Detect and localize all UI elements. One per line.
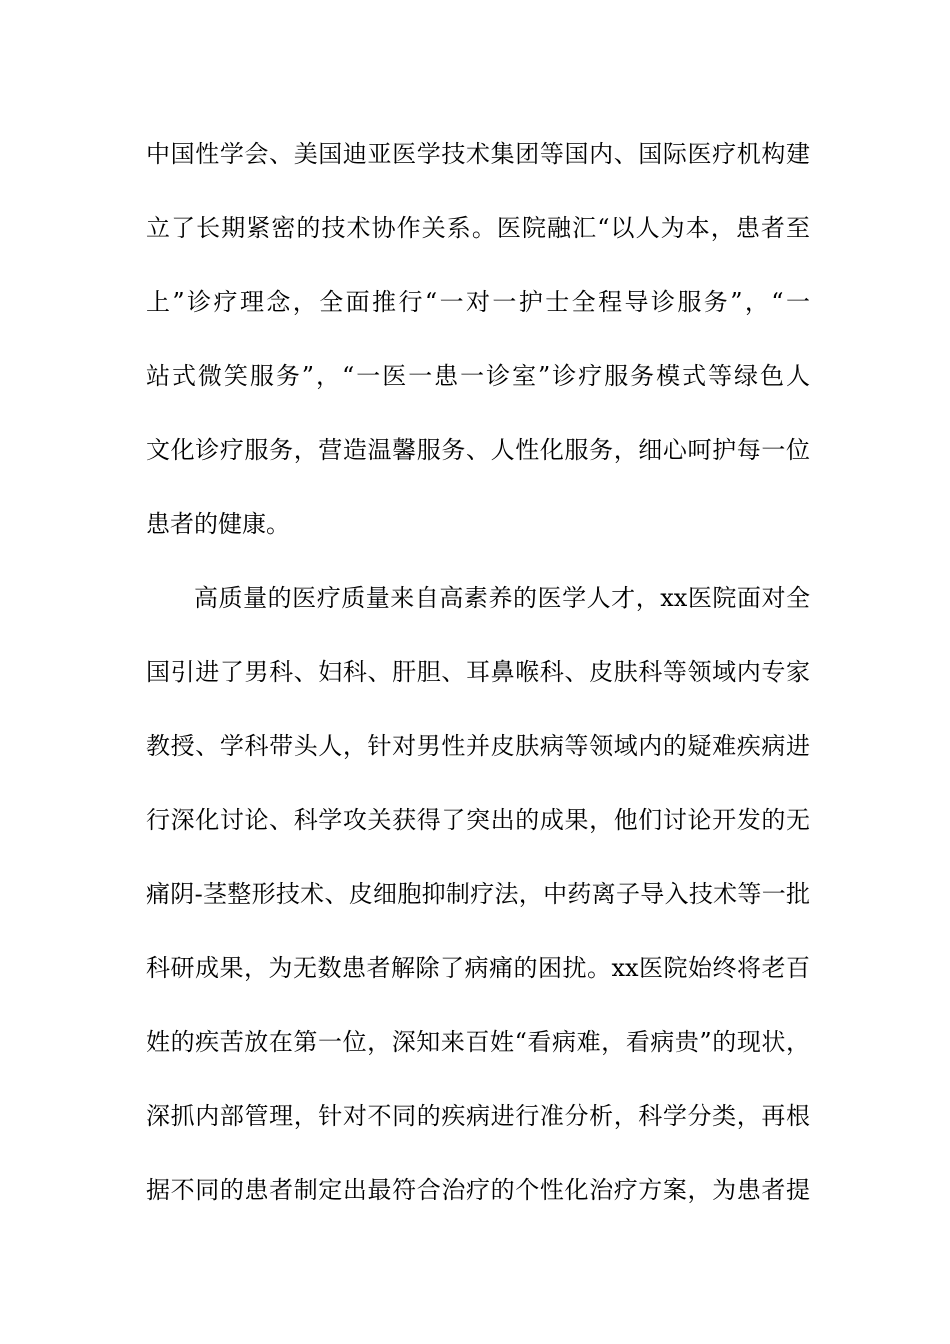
- text-line: 痛阴-茎整形技术、皮细胞抑制疗法，中药离子导入技术等一批: [146, 880, 810, 908]
- text-line: 行深化讨论、科学攻关获得了突出的成果，他们讨论开发的无: [146, 806, 810, 834]
- text-line: 据不同的患者制定出最符合治疗的个性化治疗方案，为患者提: [146, 1176, 810, 1204]
- text-line: 教授、学科带头人，针对男性并皮肤病等领域内的疑难疾病进: [146, 732, 810, 760]
- text-line: 姓的疾苦放在第一位，深知来百姓“看病难，看病贵”的现状，: [146, 1028, 810, 1056]
- body-text: [146, 128, 810, 1238]
- text-line: 国引进了男科、妇科、肝胆、耳鼻喉科、皮肤科等领域内专家: [146, 658, 810, 686]
- text-line: 站式微笑服务”，“一医一患一诊室”诊疗服务模式等绿色人: [146, 362, 810, 390]
- text-line: 中国性学会、美国迪亚医学技术集团等国内、国际医疗机构建: [146, 140, 810, 168]
- text-line: 患者的健康。: [146, 510, 290, 538]
- text-line: 高质量的医疗质量来自高素养的医学人才，xx医院面对全: [194, 584, 810, 612]
- text-line: 上”诊疗理念，全面推行“一对一护士全程导诊服务”，“一: [146, 288, 810, 316]
- text-line: 深抓内部管理，针对不同的疾病进行准分析，科学分类，再根: [146, 1102, 810, 1130]
- text-line: 立了长期紧密的技术协作关系。医院融汇“以人为本，患者至: [146, 214, 810, 242]
- text-line: 科研成果，为无数患者解除了病痛的困扰。xx医院始终将老百: [146, 954, 810, 982]
- text-line: 文化诊疗服务，营造温馨服务、人性化服务，细心呵护每一位: [146, 436, 810, 464]
